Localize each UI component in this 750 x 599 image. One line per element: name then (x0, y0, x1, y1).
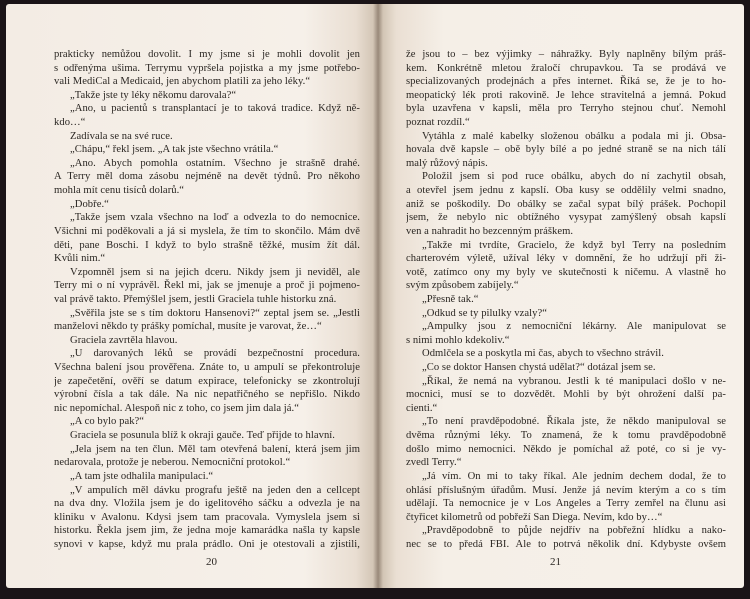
text-line: byla uzavřena v kapsli, měla pro Terryho stejnou chuť. Nemohl (406, 103, 726, 115)
text-line: s nimi mohlo kdekoliv.“ (406, 334, 510, 346)
text-line: Graciela se posunula blíž k okraji gauče. Teď přijde to hlavní. (70, 430, 335, 442)
text-line: „Já vím. On mi to taky říkal. Ale jedním dechem dodal, že to (422, 470, 726, 482)
text-line: došlo mimo nemocnici. Někdo je pomíchal až poté, co si je vy- (406, 443, 726, 455)
text-line: votě, zatímco ony my byly ve skutečnosti k ničemu. A vlastně ho (406, 266, 726, 278)
text-line: „Pravděpodobně to půjde nejdřív na pobřežní hlídku a nako- (422, 525, 726, 537)
text-line: Kvůli nim.“ (54, 253, 106, 265)
text-line: kliniku v Avalonu. Kdysi jsem tam pracovala. Vymyslela jsem si (54, 511, 360, 523)
text-line: na dva dny. Vložila jsem je do igelitového sáčku a odvezla je na (54, 498, 360, 510)
text-line: aniž se poškodily. Do obálky se začal sypat bílý prášek. Pochopil (406, 198, 726, 210)
text-line: manželovi někdo ty prášky pomíchal, musíte je varovat, že…“ (54, 321, 322, 333)
text-line: Položil jsem si pod ruce obálku, abych do ní zachytil obsah, (422, 171, 726, 183)
text-line: děti, pane Boschi. I když to bylo strašně těžké, musím žít dál. (54, 239, 360, 251)
left-page-text (54, 48, 360, 552)
text-line: jsem, že nebylo nic obtížného vysypat zamýšlený obsah kapslí (406, 212, 726, 224)
text-line: Vytáhla z malé kabelky složenou obálku a podala mi ji. Obsa- (422, 130, 726, 142)
left-page (6, 4, 378, 588)
left-page-number: 20 (206, 556, 217, 568)
text-line: svým způsobem zabíjely.“ (406, 280, 519, 292)
text-line: „Dobře.“ (70, 198, 109, 210)
text-line: je zapečetění, ověří se datum expirace, telefonicky se zkontrolují (54, 375, 360, 387)
text-line: „U darovaných léků se provádí bezpečnostní procedura. (70, 348, 360, 360)
text-line: vali MediCal a Medicaid, jen abychom platili za jeho léky.“ (54, 76, 311, 88)
text-line: „Co se doktor Hansen chystá udělat?“ dotázal jsem se. (422, 362, 656, 374)
text-line: Zadívala se na své ruce. (70, 130, 173, 142)
text-line: „V ampulích měl dávku prografu ještě na jeden den a cellcept (70, 484, 360, 496)
text-line: „Přesně tak.“ (422, 293, 479, 305)
book-gutter (373, 4, 383, 588)
text-line: malý růžový nápis. (406, 157, 488, 169)
text-line: cienti.“ (406, 402, 438, 414)
text-line: mohla mít cenu tisíců dolarů.“ (54, 185, 185, 197)
text-line: „Ampulky jsou z nemocniční lékárny. Ale manipulovat se (422, 321, 726, 333)
text-line: čtyřicet kilometrů od pobřeží San Diega. Nevím, kdo by…“ (406, 511, 663, 523)
text-line: nec se to předá FBI. Ale to potrvá několik dní. Kdybyste ovšem (406, 538, 726, 550)
text-line: a otevřel jsem jednu z kapslí. Oba kusy se oddělily velmi snadno, (406, 185, 726, 197)
text-line: historku. Řekla jsem jim, že jedna moje kamarádka našla ty kapsle (54, 525, 360, 537)
text-line: nic nepomíchal. Alespoň nic z toho, co jsem jim dala já.“ (54, 402, 299, 414)
text-line: meopatický lék proti rakovině. Je lehce stravitelná a jemná. Pokud (406, 89, 726, 101)
text-line: Graciela zavrtěla hlavou. (70, 334, 178, 346)
text-line: Všichni mi poděkovali a já si myslela, že tím to skončilo. Mám dvě (54, 225, 360, 237)
text-line: hovala dvě kapsle – obě byly bílé a po jedné straně se na nich tálí (406, 144, 726, 156)
text-line: kdo…“ (54, 117, 86, 129)
text-line: „Takže jsem vzala všechno na loď a odvezla to do nemocnice. (70, 212, 360, 224)
text-line: „Takže jste ty léky někomu darovala?“ (70, 89, 237, 101)
text-line: zvedl Terry.“ (406, 457, 462, 469)
text-line: s odřenýma ušima. Terrymu vypršela pojistka a my jsme potřebo- (54, 62, 360, 74)
text-line: ven a nahradit ho bezcenným práškem. (406, 225, 574, 237)
text-line: „A co bylo pak?“ (70, 416, 145, 428)
text-line: udělají. Ta nemocnice je v Los Angeles a Terry zemřel na člunu asi (406, 498, 726, 510)
text-line: „Svěřila jste se s tím doktoru Hansenovi?“ zeptal jsem se. „Jestli (70, 307, 360, 319)
text-line: kem. Konkrétně mletou žraločí chrupavkou. Ta se prodává ve (406, 62, 726, 74)
text-line: dvěma různými léky. To znamená, že k tomu pravděpodobně (406, 430, 726, 442)
text-line: „To není pravděpodobné. Říkala jste, že někdo manipuloval se (422, 416, 726, 428)
right-page-number: 21 (550, 556, 561, 568)
text-line: synovi v kapse, když mu prala prádlo. Oni je otestovali a zjistili, (54, 538, 360, 550)
open-book (6, 4, 744, 590)
text-line: mocnici, musí se to dozvědět. Mohli by být ohrožení další pa- (406, 389, 726, 401)
text-line: „Takže mi tvrdíte, Gracielo, že když byl Terry na posledním (422, 239, 726, 251)
text-line: „Ano, u pacientů s transplantací je to taková tradice. Když ně- (70, 103, 360, 115)
text-line: „Odkud se ty pilulky vzaly?“ (422, 307, 547, 319)
text-line: A Terry měl doma zásobu nejméně na devět týdnů. Pro někoho (54, 171, 360, 183)
text-line: „Jela jsem na ten člun. Měl tam otevřená balení, která jsem jim (70, 443, 360, 455)
text-line: specializovaných prodejnách a přes internet. Říká se, že je to ho- (406, 76, 726, 88)
text-line: Vzpomněl jsem si na jejich dceru. Nikdy jsem ji neviděl, ale (70, 266, 360, 278)
text-line: nedarovala, protože je neberou. Nemocniční protokol.“ (54, 457, 291, 469)
text-line: „A tam jste odhalila manipulaci.“ (70, 470, 214, 482)
text-line: Terry mi o ní vyprávěl. Řekl mi, jak se jmenuje a proč ji pojmeno- (54, 280, 360, 292)
text-line: poznat rozdíl.“ (406, 117, 470, 129)
text-line: charterovém výletě, užíval léky v domnění, že ho udržují při ži- (406, 253, 726, 265)
text-line: val právě takto. Přemýšlel jsem, jestli Graciela tuhle historku zná. (54, 293, 337, 305)
text-line: „Chápu,“ řekl jsem. „A tak jste všechno vrátila.“ (70, 144, 279, 156)
text-line: „Ano. Abych pomohla ostatním. Všechno je strašně drahé. (70, 157, 360, 169)
right-page (378, 4, 744, 588)
text-line: ohlásí příslušným úřadům. Musí. Jenže já nevím kterým a co s tím (406, 484, 726, 496)
text-line: že jsou to – bez výjimky – náhražky. Byly naplněny bílým práš- (406, 49, 726, 60)
text-line: Odmlčela se a poskytla mi čas, abych to všechno strávil. (422, 348, 664, 360)
text-line: prakticky nemůžou dovolit. I my jsme si je mohli dovolit jen (54, 49, 360, 60)
text-line: „Říkal, že nemá na vybranou. Jestli k té manipulaci došlo v ne- (422, 375, 726, 387)
text-line: Všechna balení jsou prověřena. Znáte to, u ampulí se překontroluje (54, 362, 360, 374)
right-page-text (406, 48, 726, 552)
text-line: výrobní čísla a tak dále. Na nic nepatřičného se nepřišlo. Nikdo (54, 389, 360, 401)
